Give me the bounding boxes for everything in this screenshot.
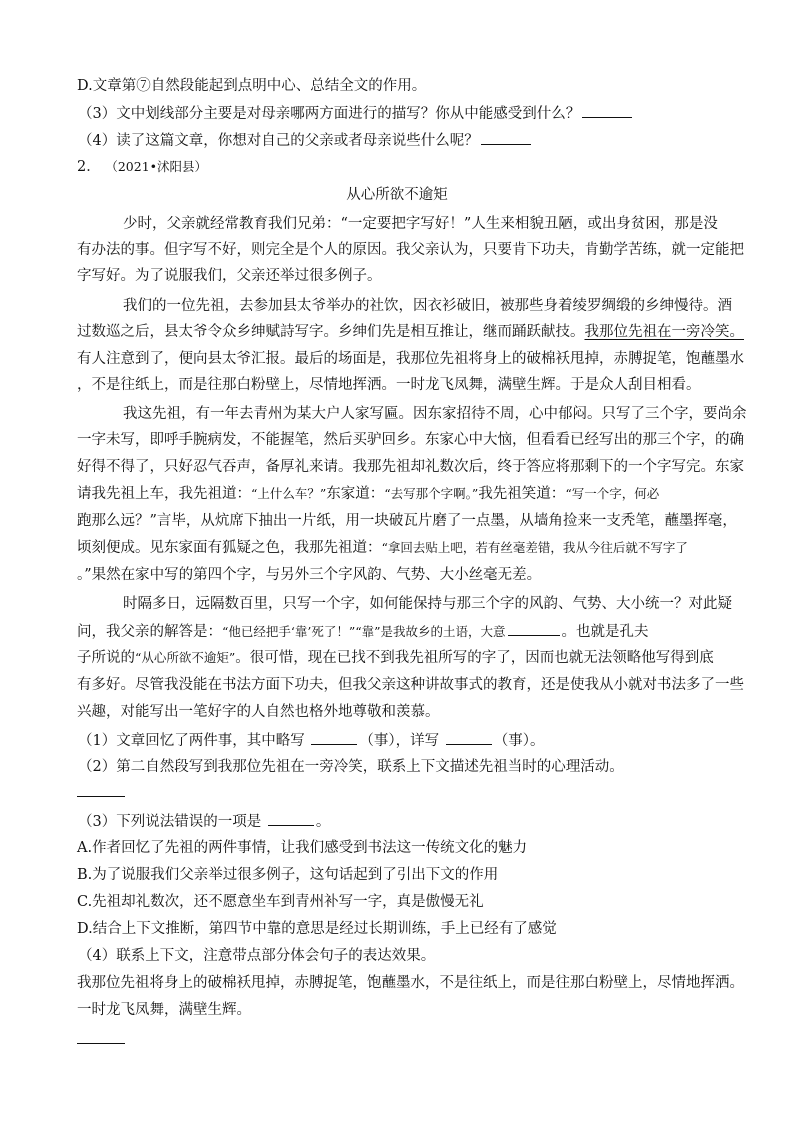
p2-line: 过数巡之后，县太爷令众乡绅赋詩写字。乡绅们先是相互推让，继而踊跃献技。我那位先祖在一旁冷笑。	[77, 324, 744, 340]
p3-line: 请我先祖上车，我先祖道：“上什么车？”东家道：“去写那个字啊。”我先祖笑道：“写一个字，何必	[77, 486, 660, 502]
answer-line[interactable]	[77, 1043, 125, 1044]
answer-blank[interactable]	[481, 130, 531, 145]
p1-line: 字写好。为了说服我们，父亲还举过很多例子。	[77, 268, 382, 284]
quoted-sentence: 我那位先祖将身上的破棉袄甩掉，赤膊捉笔，饱蘸墨水，不是往纸上，而是往那白粉壁上，尽情地挥洒。	[77, 975, 744, 991]
option-c[interactable]: C.先祖却礼数次，还不愿意坐车到青州补写一字，真是傲慢无礼	[77, 894, 484, 910]
p2-line: ，不是往纸上，而是往那白粉壁上，尽情地挥洒。一时龙飞凤舞，满壁生辉。于是众人刮目相看。	[77, 377, 701, 393]
answer-blank[interactable]	[268, 811, 314, 826]
p4-line: 子所说的“从心所欲不逾矩”。很可惜，现在已找不到我先祖所写的字了，因而也就无法领略他写得到底	[77, 650, 714, 666]
answer-line[interactable]	[77, 796, 125, 797]
p3-line: 顷刻便成。见东家面有狐疑之色，我那先祖道：“拿回去贴上吧，若有丝毫差错，我从今往后就不写字了	[77, 540, 688, 556]
p3-line: 。”果然在家中写的第四个字，与另外三个字风韵、气势、大小丝毫无差。	[77, 567, 542, 583]
p2-line: 我们的一位先祖，去参加县太爷举办的社饮，因衣衫破旧，被那些身着绫罗绸缎的乡绅慢待。酒	[123, 298, 732, 314]
answer-blank[interactable]	[446, 730, 492, 745]
p3-line: 我这先祖，有一年去青州为某大户人家写匾。因东家招待不周，心中郁闷。只写了三个字，要尚余	[123, 406, 747, 422]
q1-option-d: D.文章第⑦自然段能起到点明中心、总结全文的作用。	[77, 78, 427, 94]
answer-blank[interactable]	[582, 103, 632, 118]
q1-subquestion-3: （3）文中划线部分主要是对母亲哪两方面进行的描写？你从中能感受到什么？	[78, 103, 718, 124]
underlined-sentence: 我那位先祖在一旁冷笑。	[584, 324, 744, 340]
passage-title: 从心所欲不逾矩	[346, 187, 448, 203]
answer-blank[interactable]	[508, 621, 560, 636]
p2-line: 有人注意到了，便向县太爷汇报。最后的场面是，我那位先祖将身上的破棉袄甩掉，赤膊捉笔，饱蘸墨水	[77, 351, 744, 367]
quoted-sentence: 一时龙飞凤舞，满壁生辉。	[77, 1002, 251, 1018]
subquestion-1: （1）文章回忆了两件事，其中略写 （事），详写 （事）。	[78, 730, 718, 751]
p1-line: 有办法的事。但字写不好，则完全是个人的原因。我父亲认为，只要肯下功夫，肯勤学苦练，就一定能把	[77, 242, 744, 258]
subquestion-4: （4）联系上下文，注意带点部分体会句子的表达效果。	[78, 948, 436, 964]
answer-blank[interactable]	[311, 730, 357, 745]
p3-line: 好得不得了，只好忍气吞声，备厚礼来请。我那先祖却礼数次后，终于答应将那剩下的一个字写完。东家	[77, 459, 744, 475]
p4-line: 兴趣，对能写出一笔好字的人自然也格外地尊敬和羡慕。	[77, 704, 440, 720]
option-b[interactable]: B.为了说服我们父亲举过很多例子，这句话起到了引出下文的作用	[77, 867, 499, 883]
subquestion-3: （3）下列说法错误的一项是 。	[78, 811, 718, 832]
option-d[interactable]: D.结合上下文推断，第四节中靠的意思是经过长期训练，手上已经有了感觉	[77, 921, 557, 937]
option-a[interactable]: A.作者回忆了先祖的两件事情，让我们感受到书法这一传统文化的魅力	[77, 840, 528, 856]
p1-line: 少时，父亲就经常教育我们兄弟：“一定要把字写好！”人生来相貌丑陋，或出身贫困，那是没	[123, 216, 718, 232]
subquestion-2: （2）第二自然段写到我那位先祖在一旁冷笑，联系上下文描述先祖当时的心理活动。	[78, 759, 624, 775]
q1-subquestion-4: （4）读了这篇文章，你想对自己的父亲或者母亲说些什么呢？	[78, 130, 718, 151]
p4-line: 时隔多日，远隔数百里，只写一个字，如何能保持与那三个字的风韵、气势、大小统一？对此疑	[123, 596, 732, 612]
question-2-header: 2． （2021•沭阳县）	[77, 159, 208, 175]
p4-line: 问，我父亲的解答是：“他已经把手‘靠’死了！”“靠”是我故乡的土语，大意 。也就是孔夫	[77, 621, 717, 642]
p3-line: 一字未写，即呼手腕病发，不能握笔，然后买驴回乡。东家心中大恼，但看看已经写出的那三个字，的确	[77, 432, 744, 448]
p4-line: 有多好。尽管我没能在书法方面下功夫，但我父亲这种讲故事式的教育，还是使我从小就对书法多了一些	[77, 677, 744, 693]
p3-line: 跑那么远？”言毕，从炕席下抽出一片纸，用一块破瓦片磨了一点墨，从墙角捡来一支秃笔，蘸墨挥毫，	[77, 513, 737, 529]
question-source: （2021•沭阳县）	[105, 159, 208, 174]
